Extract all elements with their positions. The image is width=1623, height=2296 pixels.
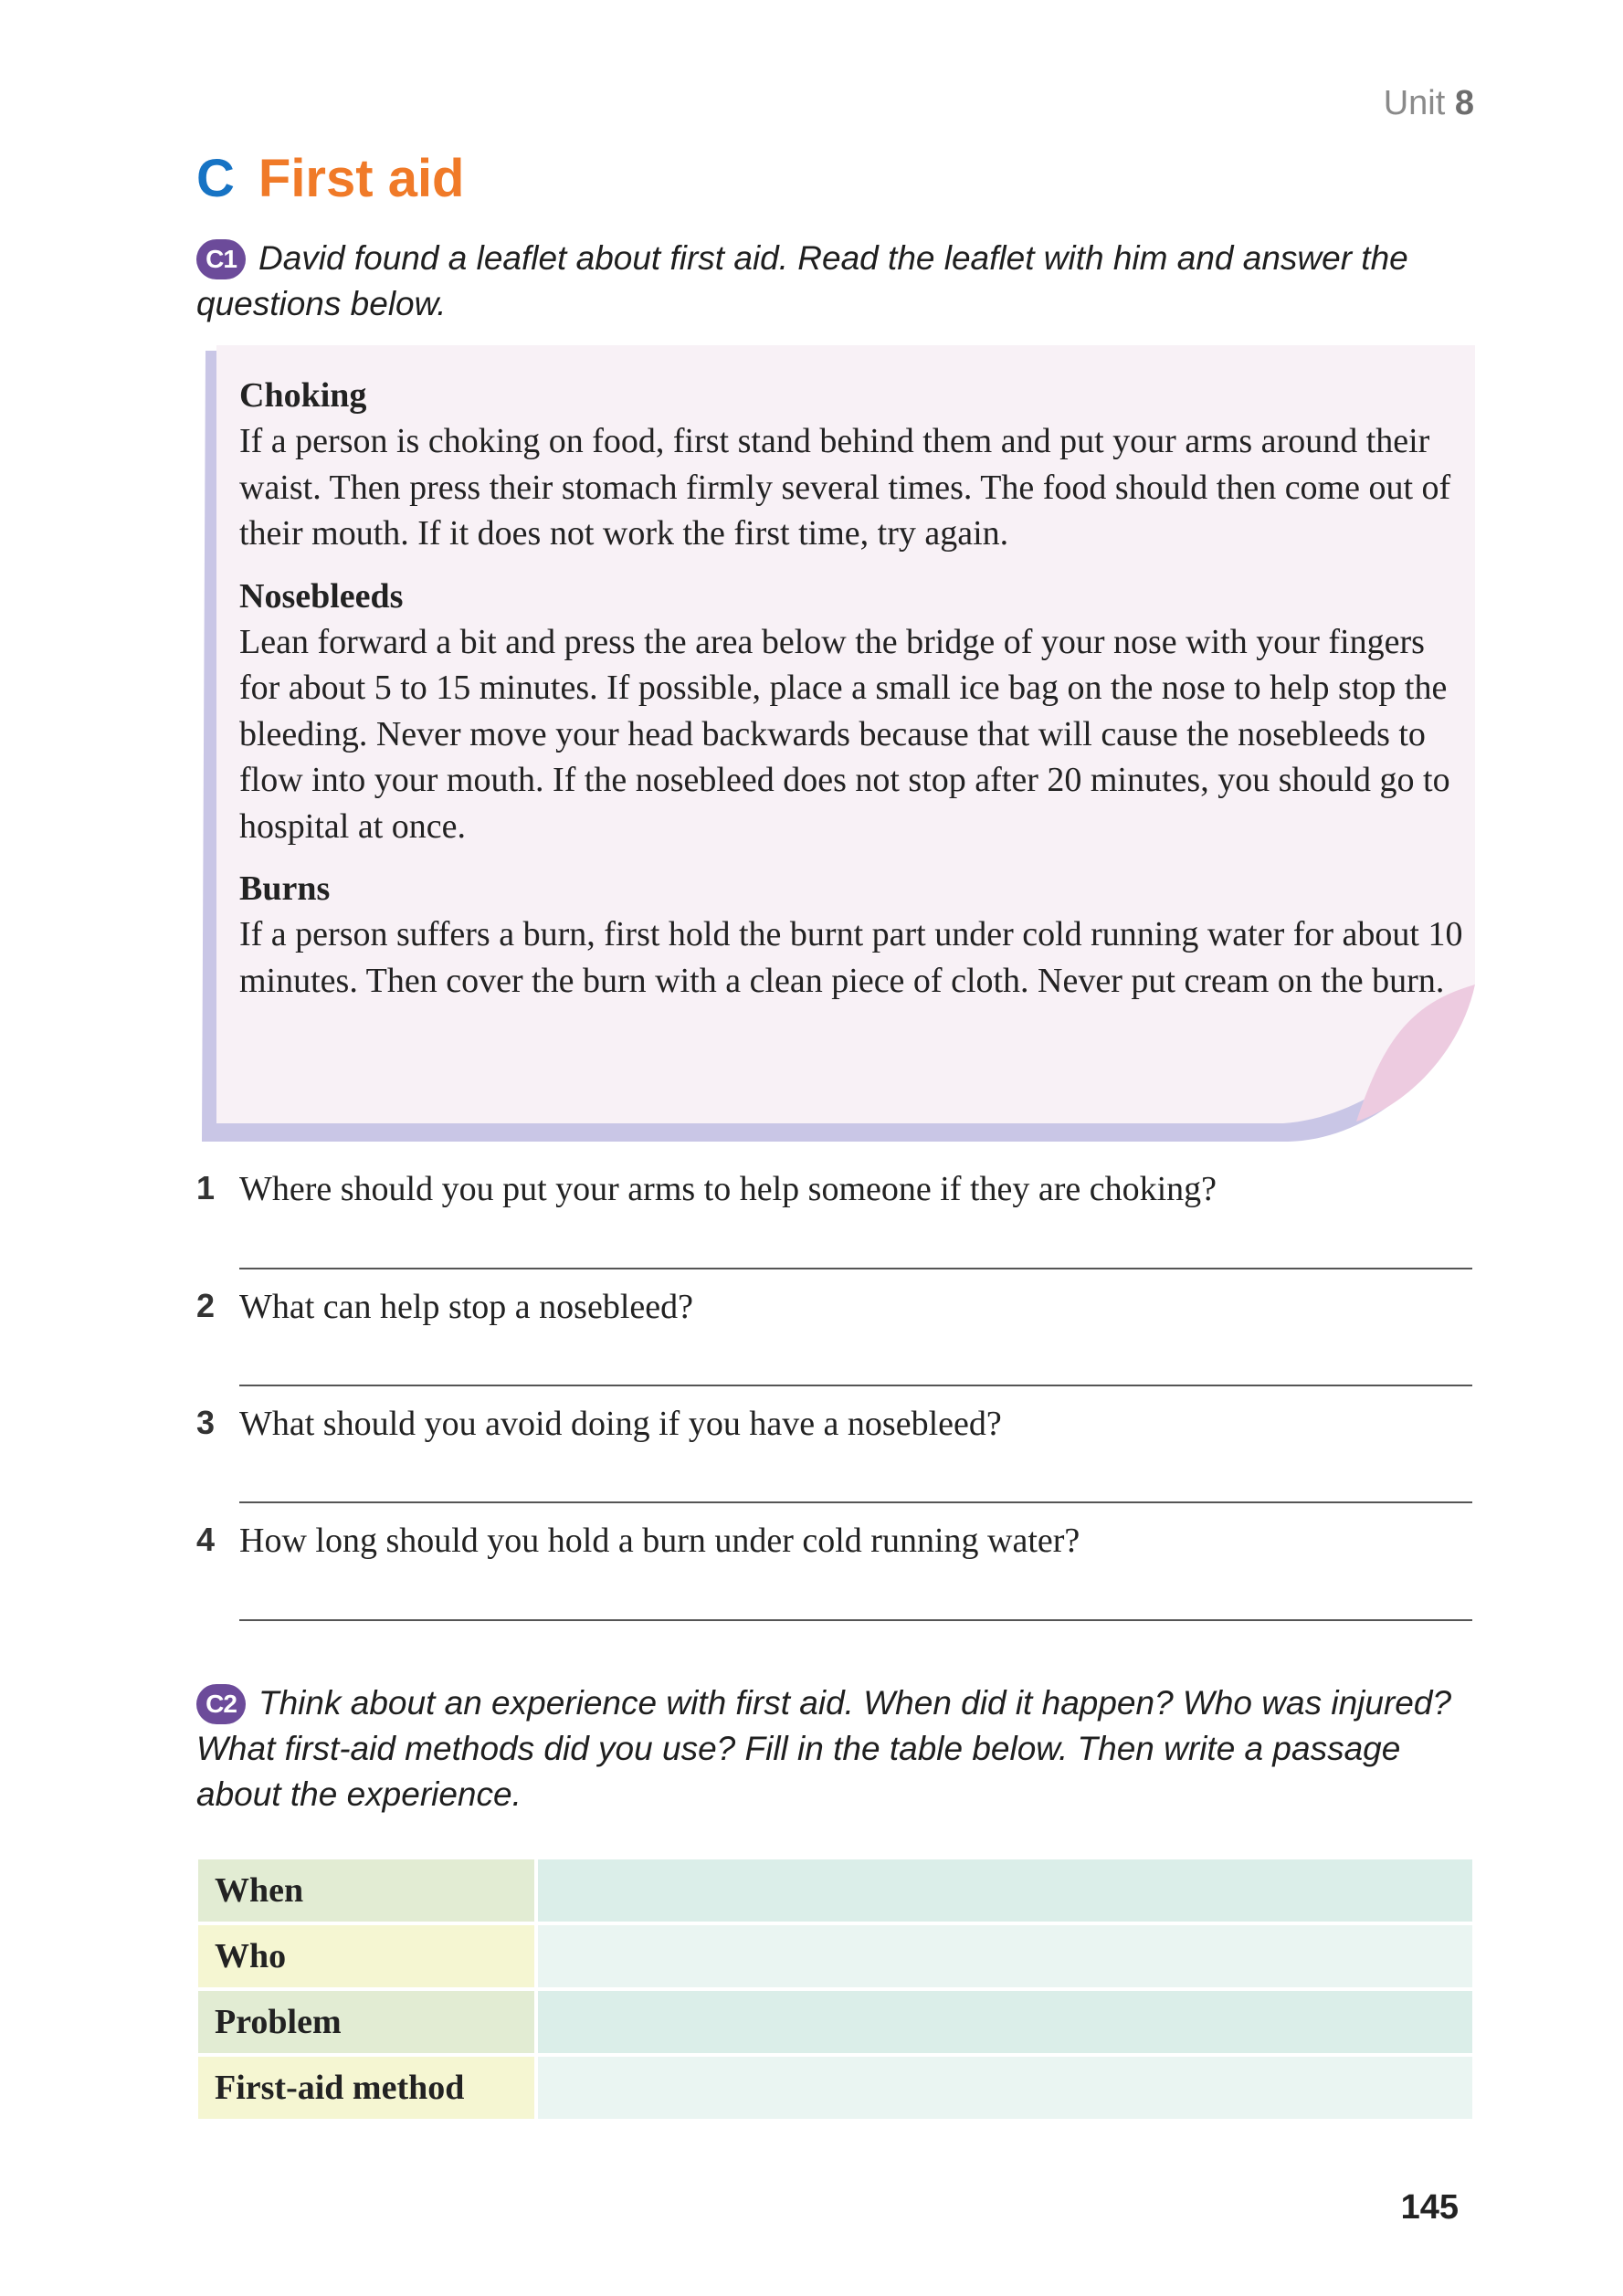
section-letter: C bbox=[196, 149, 235, 208]
question-2 bbox=[196, 1287, 1475, 1342]
unit-label bbox=[1384, 84, 1474, 123]
task-c1-instruction bbox=[196, 236, 1475, 327]
answer-line-4[interactable] bbox=[239, 1619, 1472, 1621]
answer-line-3[interactable] bbox=[239, 1501, 1472, 1503]
table-cell-first-aid-method[interactable] bbox=[538, 2057, 1472, 2119]
question-text: How long should you hold a burn under cold running water? bbox=[239, 1522, 1080, 1560]
question-number: 3 bbox=[196, 1404, 216, 1441]
question-4 bbox=[196, 1521, 1475, 1575]
table-label-who: Who bbox=[198, 1925, 534, 1987]
table-label-first-aid-method: First-aid method bbox=[198, 2057, 534, 2119]
question-text: Where should you put your arms to help someone if they are choking? bbox=[239, 1170, 1217, 1208]
task-c2-text: Think about an experience with first aid. When did it happen? Who was injured? What first-aid methods did you use? Fill in the table below. Then write a passage about the experience. bbox=[196, 1684, 1452, 1813]
task-badge-c1: C1 bbox=[196, 239, 246, 279]
question-text: What can help stop a nosebleed? bbox=[239, 1288, 693, 1326]
question-3 bbox=[196, 1404, 1475, 1459]
table-label-when: When bbox=[198, 1859, 534, 1922]
question-number: 4 bbox=[196, 1521, 216, 1558]
section-heading bbox=[196, 148, 465, 209]
table-row bbox=[198, 1991, 1472, 2053]
section-title: First aid bbox=[258, 149, 465, 208]
question-number: 2 bbox=[196, 1287, 216, 1324]
table-cell-when[interactable] bbox=[538, 1859, 1472, 1922]
unit-number: 8 bbox=[1454, 84, 1474, 122]
task-c1-text: David found a leaflet about first aid. Read the leaflet with him and answer the questions below. bbox=[196, 239, 1408, 322]
answer-line-1[interactable] bbox=[239, 1268, 1472, 1269]
leaflet-heading-nosebleeds: Nosebleeds bbox=[239, 576, 404, 616]
question-1 bbox=[196, 1169, 1475, 1224]
experience-table bbox=[195, 1856, 1476, 2122]
table-row bbox=[198, 1859, 1472, 1922]
task-c2-instruction bbox=[196, 1680, 1475, 1817]
table-row bbox=[198, 1925, 1472, 1987]
unit-word: Unit bbox=[1383, 84, 1446, 122]
table-cell-who[interactable] bbox=[538, 1925, 1472, 1987]
leaflet-body-burns: If a person suffers a burn, first hold the burnt part under cold running water for about 10 minutes. Then cover the burn with a clean piece of cloth. Never put cream on the burn. bbox=[239, 915, 1463, 1000]
question-text: What should you avoid doing if you have a nosebleed? bbox=[239, 1405, 1002, 1443]
task-badge-c2: C2 bbox=[196, 1684, 246, 1724]
question-number: 1 bbox=[196, 1169, 216, 1206]
table-label-problem: Problem bbox=[198, 1991, 534, 2053]
table-row bbox=[198, 2057, 1472, 2119]
leaflet-body-nosebleeds: Lean forward a bit and press the area below the bridge of your nose with your fingers for about 5 to 15 minutes. If possible, place a small ice bag on the nose to help stop the bleeding. Never move your head backwards because that will cause the nosebleeds to flow into your mouth. If the nosebleed does not stop after 20 minutes, you should go to hospital at once. bbox=[239, 622, 1450, 846]
answer-line-2[interactable] bbox=[239, 1385, 1472, 1386]
leaflet-heading-choking: Choking bbox=[239, 376, 367, 415]
leaflet-heading-burns: Burns bbox=[239, 869, 331, 908]
table-cell-problem[interactable] bbox=[538, 1991, 1472, 2053]
page-number: 145 bbox=[1400, 2188, 1459, 2227]
leaflet bbox=[239, 373, 1463, 1020]
leaflet-body-choking: If a person is choking on food, first stand behind them and put your arms around their waist. Then press their stomach firmly several times. The food should then come out of their mouth. If it does not work the first time, try again. bbox=[239, 422, 1451, 553]
